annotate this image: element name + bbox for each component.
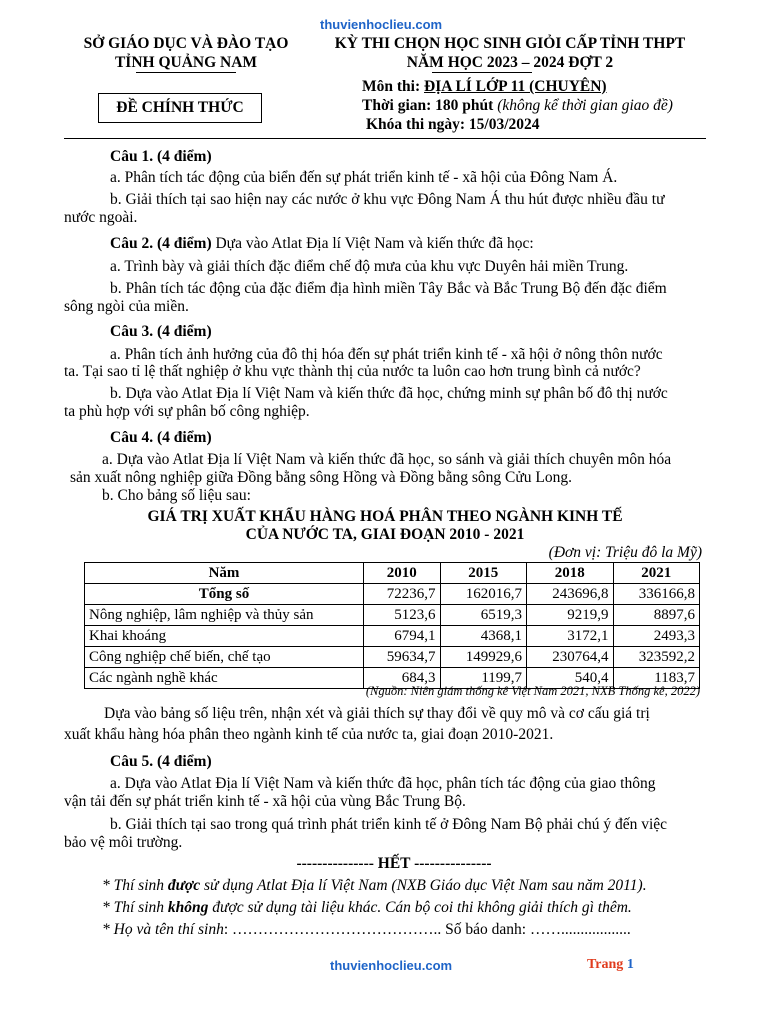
table-row-label: Công nghiệp chế biến, chế tạo — [85, 647, 364, 668]
end-marker: --------------- HẾT --------------- — [296, 855, 492, 872]
q1-part-b-line-1: b. Giải thích tại sao hiện nay các nước ở khu vực Đông Nam Á thu hút được nhiều đầu tư — [110, 191, 665, 208]
q5-part-b-line-1: b. Giải thích tại sao trong quá trình phát triển kinh tế ở Đông Nam Bộ phải chú ý đến việc — [110, 816, 668, 833]
department-line-1: SỞ GIÁO DỤC VÀ ĐÀO TẠO — [83, 35, 289, 52]
q2-part-a: a. Trình bày và giải thích đặc điểm chế độ mưa của khu vực Duyên hải miền Trung. — [110, 258, 629, 275]
q1-title: Câu 1. (4 điểm) — [110, 148, 212, 165]
note-no-materials — [102, 898, 632, 918]
q2-title: Câu 2. (4 điểm) — [110, 235, 212, 252]
q3-part-b-line-2: ta phù hợp với sự phân bố công nghiệp. — [64, 403, 310, 420]
table-header-year: 2015 — [440, 563, 526, 584]
table-cell-value: 149929,6 — [440, 647, 526, 668]
note-2-prefix: * Thí sinh — [102, 899, 168, 916]
subject-value: ĐỊA LÍ LỚP 11 (CHUYÊN) — [424, 78, 607, 95]
table-row-label: Khai khoáng — [85, 626, 364, 647]
time-note: (không kể thời gian giao đề) — [497, 97, 673, 114]
page-number: 1 — [626, 957, 634, 972]
official-badge: ĐỀ CHÍNH THỨC — [116, 99, 244, 116]
table-cell-value: 243696,8 — [527, 584, 613, 605]
table-cell-value: 8897,6 — [613, 605, 700, 626]
q1-part-a: a. Phân tích tác động của biển đến sự phát triển kinh tế - xã hội của Đông Nam Á. — [110, 169, 618, 186]
exam-title-line-2: NĂM HỌC 2023 – 2024 ĐỢT 2 — [406, 54, 614, 71]
table-cell-value: 2493,3 — [613, 626, 700, 647]
exam-date: Khóa thi ngày: 15/03/2024 — [366, 116, 540, 133]
table-cell-value: 1199,7 — [440, 668, 526, 689]
export-value-table — [84, 562, 700, 689]
q2-title-line — [110, 234, 534, 254]
q5-title: Câu 5. (4 điểm) — [110, 753, 212, 770]
table-row-label: Nông nghiệp, lâm nghiệp và thủy sản — [85, 605, 364, 626]
note-2-emphasis: không — [167, 899, 209, 916]
table-cell-value: 3172,1 — [527, 626, 613, 647]
q4-part-a-line-2: sản xuất nông nghiệp giữa Đồng bằng sông Hồng và Đồng bằng sông Cửu Long. — [70, 469, 572, 486]
table-cell-value: 9219,9 — [527, 605, 613, 626]
department-underline — [136, 72, 236, 73]
q3-title: Câu 3. (4 điểm) — [110, 323, 212, 340]
table-title-line-1: GIÁ TRỊ XUẤT KHẨU HÀNG HOÁ PHÂN THEO NGÀNH KINH TẾ — [147, 508, 623, 525]
table-header-year: 2010 — [364, 563, 441, 584]
table-cell-value: 6519,3 — [440, 605, 526, 626]
table-unit: (Đơn vị: Triệu đô la Mỹ) — [548, 544, 702, 561]
table-cell-value: 1183,7 — [613, 668, 700, 689]
department-line-2: TỈNH QUẢNG NAM — [114, 54, 258, 71]
table-row — [85, 647, 700, 668]
q4-title: Câu 4. (4 điểm) — [110, 429, 212, 446]
note-2-suffix: được sử dụng tài liệu khác. Cán bộ coi thi không giải thích gì thêm. — [208, 899, 632, 916]
table-row-label: Các ngành nghề khác — [85, 668, 364, 689]
time-line — [362, 96, 673, 116]
table-row — [85, 626, 700, 647]
site-link-bottom[interactable]: thuvienhoclieu.com — [330, 958, 453, 973]
q1-part-b-line-2: nước ngoài. — [64, 209, 138, 226]
table-header-year: 2018 — [527, 563, 613, 584]
table-title-line-2: CỦA NƯỚC TA, GIAI ĐOẠN 2010 - 2021 — [245, 526, 525, 543]
site-link-top[interactable]: thuvienhoclieu.com — [320, 17, 443, 32]
subject-label: Môn thi: — [362, 78, 424, 95]
candidate-info-line — [102, 920, 631, 940]
table-source: (Nguồn: Niên giám thống kê Việt Nam 2021, NXB Thống kê, 2022) — [365, 684, 700, 698]
q4-task-line-2: xuất khẩu hàng hóa phân theo ngành kinh tế của nước ta, giai đoạn 2010-2021. — [64, 726, 554, 743]
table-cell-value: 540,4 — [527, 668, 613, 689]
table-cell-value: 684,3 — [364, 668, 441, 689]
q4-part-a-line-1: a. Dựa vào Atlat Địa lí Việt Nam và kiến thức đã học, so sánh và giải thích chuyên môn hóa — [102, 451, 672, 468]
q5-part-a-line-2: vận tải đến sự phát triển kinh tế - xã hội của vùng Bắc Trung Bộ. — [64, 793, 466, 810]
q4-task-line-1: Dựa vào bảng số liệu trên, nhận xét và giải thích sự thay đổi về quy mô và cơ cấu giá trị — [104, 705, 650, 722]
subject-line — [362, 77, 607, 97]
header-divider — [64, 138, 706, 139]
q2-part-b-line-2: sông ngòi của miền. — [64, 298, 189, 315]
candidate-name-blank-and-id-label: : ………………………………….. Số báo danh — [223, 921, 522, 938]
q3-part-a-line-1: a. Phân tích ảnh hưởng của đô thị hóa đến sự phát triển kinh tế - xã hội ở nông thôn nước — [110, 346, 663, 363]
note-1-emphasis: được — [167, 877, 201, 894]
table-row — [85, 605, 700, 626]
table-row — [85, 584, 700, 605]
q2-intro: Dựa vào Atlat Địa lí Việt Nam và kiến thức đã học: — [211, 235, 534, 252]
time-label: Thời gian: 180 phút — [362, 97, 498, 114]
candidate-name-label: * Họ và tên thí sinh — [102, 921, 224, 938]
table-cell-value: 6794,1 — [364, 626, 441, 647]
table-row-label: Tổng số — [85, 584, 364, 605]
table-cell-value: 323592,2 — [613, 647, 700, 668]
q5-part-b-line-2: bảo vệ môi trường. — [64, 834, 183, 851]
table-cell-value: 230764,4 — [527, 647, 613, 668]
table-header-row — [85, 563, 700, 584]
candidate-id-blank: : …….................. — [521, 921, 631, 938]
table-cell-value: 59634,7 — [364, 647, 441, 668]
q2-part-b-line-1: b. Phân tích tác động của đặc điểm địa hình miền Tây Bắc và Bắc Trung Bộ đến đặc điểm — [110, 280, 667, 297]
note-atlas-allowed — [102, 876, 647, 896]
q3-part-a-line-2: ta. Tại sao tỉ lệ thất nghiệp ở khu vực thành thị của nước ta luôn cao hơn trung bình cả nước? — [64, 363, 641, 380]
note-1-prefix: * Thí sinh — [102, 877, 168, 894]
page-indicator — [587, 957, 634, 973]
exam-title-line-1: KỲ THI CHỌN HỌC SINH GIỎI CẤP TỈNH THPT — [334, 35, 686, 52]
q3-part-b-line-1: b. Dựa vào Atlat Địa lí Việt Nam và kiến thức đã học, chứng minh sự phân bố đô thị nước — [110, 385, 668, 402]
page-label: Trang — [587, 957, 627, 972]
q4-part-b: b. Cho bảng số liệu sau: — [102, 487, 251, 504]
table-body — [85, 584, 700, 689]
table-cell-value: 162016,7 — [440, 584, 526, 605]
table-header-label: Năm — [85, 563, 364, 584]
table-cell-value: 4368,1 — [440, 626, 526, 647]
table-cell-value: 5123,6 — [364, 605, 441, 626]
note-1-suffix: sử dụng Atlat Địa lí Việt Nam (NXB Giáo dục Việt Nam sau năm 2011). — [200, 877, 647, 894]
exam-title-underline — [432, 72, 532, 73]
table-cell-value: 72236,7 — [364, 584, 441, 605]
q5-part-a-line-1: a. Dựa vào Atlat Địa lí Việt Nam và kiến thức đã học, phân tích tác động của giao thông — [110, 775, 656, 792]
table-cell-value: 336166,8 — [613, 584, 700, 605]
table-header-year: 2021 — [613, 563, 700, 584]
